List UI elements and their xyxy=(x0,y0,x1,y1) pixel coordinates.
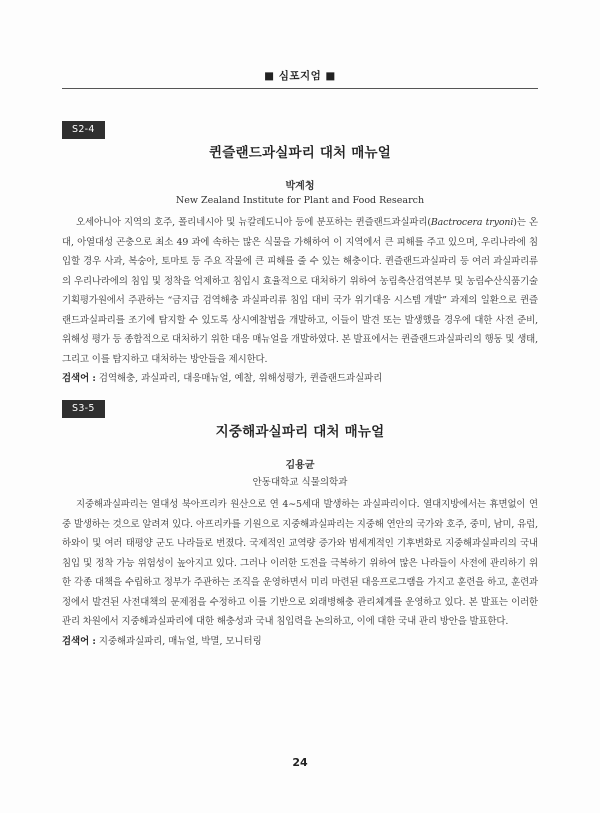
session-tag: S3-5 xyxy=(62,400,105,418)
keywords-list: 지중해과실파리, 매뉴얼, 박멸, 모니터링 xyxy=(98,635,262,647)
abstract-section-s3-5 xyxy=(62,396,538,650)
keywords-label: 검색어 : xyxy=(62,373,96,384)
keywords xyxy=(62,371,538,387)
abstract-body: 지중해과실파리는 열대성 북아프리카 원산으로 연 4∼5세대 발생하는 과실파리이다. 열대지방에서는 휴면없이 연중 발생하는 것으로 알려져 있다. 아프리카를 기원으로 지중해과실파리는 지중해 연안의 국가와 호주, 중미, 남미, 유럽, 하와이 및 여러 태평양 군도 나라들로 번졌다. 국제적인 교역량 증가와 범세계적인 기후변화로 지중해과실파리의 국내침입 및 정착 가능 위험성이 높아지고 있다. 그러나 이러한 도전을 극복하기 위하여 많은 나라들이 사전에 관리하기 위한 각종 대책을 수립하고 정부가 주관하는 조직을 운영하면서 미리 마련된 대응프로그램을 가지고 훈련을 하고, 훈련과정에서 발견된 사전대책의 문제점을 수정하고 이를 기반으로 외래병해충 관리체계를 운영하고 있다. 본 발표는 이러한 관리 차원에서 지중해과실파리에 대한 해충성과 국내 침입력을 논의하고, 이에 대한 국내 관리 방안을 발표한다. xyxy=(62,499,538,627)
keywords xyxy=(62,634,538,650)
keywords-list: 검역해충, 과실파리, 대응매뉴얼, 예찰, 위해성평가, 퀸즐랜드과실파리 xyxy=(98,373,383,384)
page-number: 24 xyxy=(292,756,308,769)
abstract-section-s2-4 xyxy=(62,117,538,387)
session-tag: S2-4 xyxy=(62,121,105,139)
header-rule xyxy=(62,88,538,89)
abstract-body: 오세아니아 지역의 호주, 폴리네시아 및 뉴칼레도니아 등에 분포하는 퀸즐랜드과실파리(Bactrocera tryoni)는 온대, 아열대성 곤충으로 최소 49 과에 속하는 많은 식물을 가해하여 이 지역에서 큰 피해를 주고 있으며, 우리나라에 침입할 경우 사과, 복숭아, 토마토 등 주요 작물에 큰 피해를 줄 수 있는 해충이다. 퀸즐랜드과실파리 등 여러 과실파리류의 우리나라에의 침입 및 정착을 억제하고 침입시 효율적으로 대처하기 위하여 농림축산검역본부 및 농림수산식품기술기획평가원에서 주관하는 “금지급 검역해충 과실파리류 침입 대비 국가 위기대응 시스템 개발” 과제의 일환으로 퀸즐랜드과실파리를 조기에 탐지할 수 있도록 상시예찰법을 개발하고, 이들이 발견 또는 발생했을 경우에 대한 사전 준비, 위해성 평가 등 종합적으로 대처하기 위한 대응 매뉴얼을 개발하였다. 본 발표에서는 퀸즐랜드과실파리의 행동 및 생태, 그리고 이를 탐지하고 대처하는 방안들을 제시한다. xyxy=(62,217,538,365)
species-name: Bactrocera tryoni xyxy=(430,217,514,228)
affiliation: 안동대학교 식물의학과 xyxy=(252,477,348,488)
affiliation: New Zealand Institute for Plant and Food Research xyxy=(175,195,425,206)
abstract-title: 지중해과실파리 대처 매뉴얼 xyxy=(215,424,385,440)
author-name: 김용균 xyxy=(285,460,315,471)
author-name: 박계청 xyxy=(285,181,315,192)
abstract-title: 퀸즐랜드과실파리 대처 매뉴얼 xyxy=(209,145,391,161)
keywords-label: 검색어 : xyxy=(62,635,96,647)
running-header: ■ 심포지엄 ■ xyxy=(264,70,336,82)
